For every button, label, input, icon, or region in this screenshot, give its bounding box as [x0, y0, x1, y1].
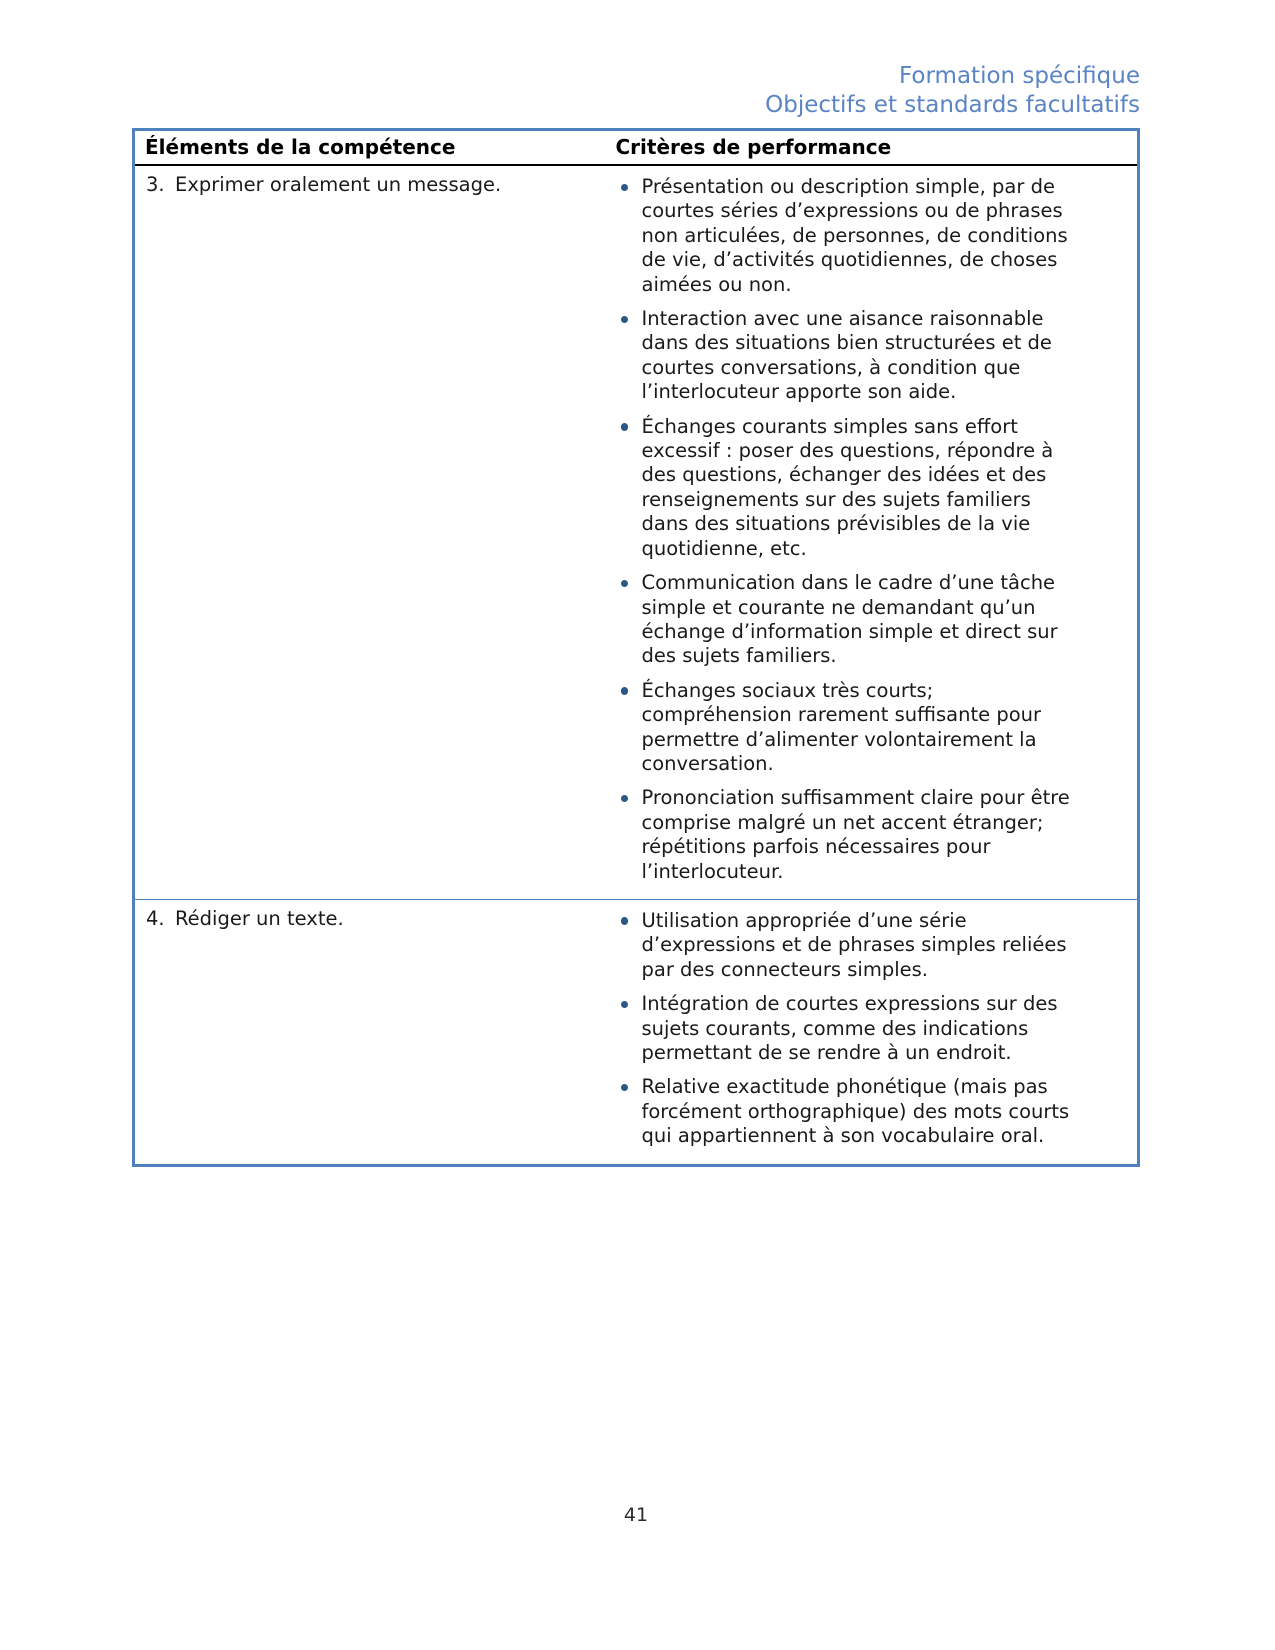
table-header-row: [134, 130, 1139, 166]
table-row: [134, 165, 1139, 899]
column-header-elements: Éléments de la compétence: [134, 130, 606, 166]
criteria-item: Relative exactitude phonétique (mais pas forcément orthographique) des mots courts qui appartiennent à son vocabulaire oral.: [614, 1075, 1082, 1148]
criteria-list: [614, 175, 1134, 884]
criteria-item: Échanges sociaux très courts; compréhension rarement suffisante pour permettre d’alimenter volontairement la conversation.: [614, 679, 1082, 777]
page-number: 41: [623, 1504, 649, 1526]
criteria-item: Interaction avec une aisance raisonnable dans des situations bien structurées et de courtes conversations, à condition que l’interlocuteur apporte son aide.: [614, 307, 1082, 405]
criteria-item: Présentation ou description simple, par de courtes séries d’expressions ou de phrases non articulées, de personnes, de conditions de vie, d’activités quotidiennes, de choses aimées ou non.: [614, 175, 1082, 297]
performance-criteria-cell: [606, 899, 1139, 1165]
competency-table: [132, 128, 1140, 1167]
criteria-item: Utilisation appropriée d’une série d’expressions et de phrases simples reliées par des connecteurs simples.: [614, 909, 1082, 982]
element-number: 4.: [146, 906, 165, 930]
element-label: Rédiger un texte.: [175, 906, 344, 930]
element-label: Exprimer oralement un message.: [175, 173, 502, 196]
element-number: 3.: [146, 173, 165, 196]
column-header-criteria: Critères de performance: [606, 130, 1139, 166]
competency-element-cell: [134, 899, 606, 1165]
criteria-item: Échanges courants simples sans effort excessif : poser des questions, répondre à des questions, échanger des idées et des renseignements sur des sujets familiers dans des situations prévisibles de la vie quotidienne, etc.: [614, 415, 1082, 561]
performance-criteria-cell: [606, 165, 1139, 899]
table-row: [134, 899, 1139, 1165]
table-body: [134, 165, 1139, 1165]
criteria-list: [614, 909, 1134, 1149]
criteria-item: Intégration de courtes expressions sur des sujets courants, comme des indications permettant de se rendre à un endroit.: [614, 992, 1082, 1065]
criteria-item: Communication dans le cadre d’une tâche simple et courante ne demandant qu’un échange d’information simple et direct sur des sujets familiers.: [614, 571, 1082, 669]
running-header: [765, 62, 1140, 120]
running-header-line2: Objectifs et standards facultatifs: [765, 92, 1140, 118]
criteria-item: Prononciation suffisamment claire pour être comprise malgré un net accent étranger; répétitions parfois nécessaires pour l’interlocuteur.: [614, 786, 1082, 884]
competency-element-cell: [134, 165, 606, 899]
running-header-line1: Formation spécifique: [899, 63, 1140, 89]
